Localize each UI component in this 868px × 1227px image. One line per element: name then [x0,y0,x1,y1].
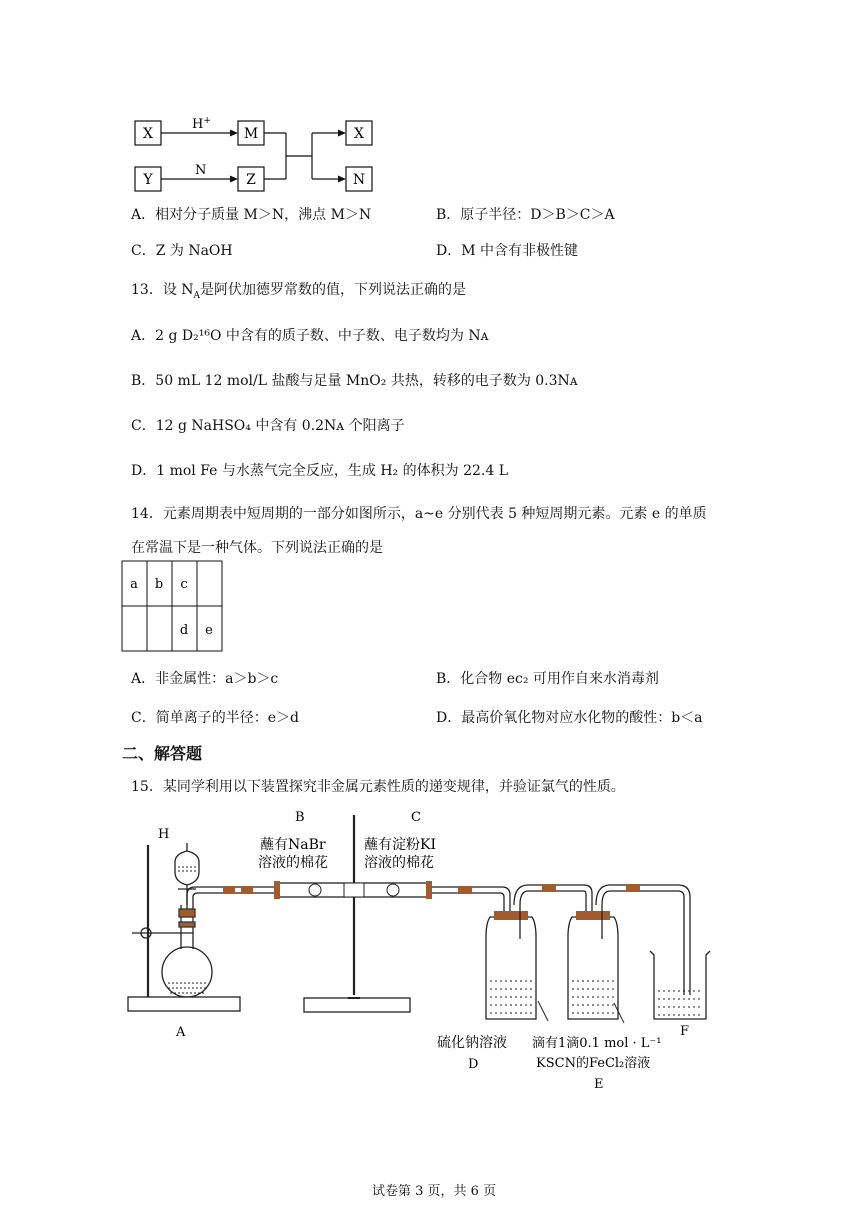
q14-option-b: B．化合物 ec₂ 可用作自来水消毒剂 [436,671,659,687]
q14-stem-line1: 14．元素周期表中短周期的一部分如图所示，a~e 分别代表 5 种短周期元素。元素 e 的单质 [131,506,707,522]
label-b: B [295,810,305,825]
section-title: 二、解答题 [122,744,203,763]
box-z: Z [246,172,256,188]
box-n: N [352,172,366,188]
label-c: C [411,810,421,825]
e-desc-1: 滴有1滴0.1 mol · L⁻¹ [532,1036,662,1051]
q13-stem: 13．设 $N_A$是阿伏加德罗常数的值，下列说法正确的是 [131,282,467,301]
periodic-table-fragment [120,560,226,656]
c-desc-1: 蘸有淀粉KI [364,837,436,853]
page-footer: 试卷第 3 页，共 6 页 [372,1184,497,1199]
flow-diagram [120,108,390,198]
box-x1: X [143,126,153,142]
d-desc: 硫化钠溶液 [437,1035,507,1051]
q14-option-c: C．简单离子的半径：e＞d [131,710,299,726]
q13-option-c: C．12 g NaHSO₄ 中含有 0.2Nᴀ 个阳离子 [131,418,405,434]
q14-stem-line2: 在常温下是一种气体。下列说法正确的是 [131,540,383,556]
box-y: Y [143,172,153,188]
q14-option-d: D．最高价氧化物对应水化物的酸性：b＜a [436,710,703,726]
label-e: E [594,1077,604,1092]
label-a: A [176,1025,186,1040]
arrow-top-label: H+ [192,116,211,132]
label-h: H [158,827,170,842]
q13-option-d: D．1 mol Fe 与水蒸气完全反应，生成 H₂ 的体积为 22.4 L [131,463,508,479]
b-desc-2: 溶液的棉花 [258,855,328,871]
label-f: F [680,1024,690,1039]
q12-option-a: A．相对分子质量 M＞N，沸点 M＞N [131,207,372,223]
cell-b: b [154,577,164,592]
arrow-bottom-label: N [195,163,207,178]
q12-option-c: C．Z 为 NaOH [131,243,233,259]
apparatus-diagram [118,805,718,1095]
q14-option-a: A．非金属性：a＞b＞c [131,671,279,687]
b-desc-1: 蘸有NaBr [260,837,326,853]
cell-c: c [180,577,188,592]
cell-d: d [179,623,189,638]
c-desc-2: 溶液的棉花 [364,855,434,871]
q12-option-d: D．M 中含有非极性键 [436,243,579,259]
box-m: M [243,126,259,142]
q15-stem: 15．某同学利用以下装置探究非金属元素性质的递变规律，并验证氯气的性质。 [131,779,625,795]
q13-option-a: A．2 g D₂¹⁶O 中含有的质子数、中子数、电子数均为 Nᴀ [131,328,489,344]
cell-e: e [205,623,213,638]
box-x2: X [354,126,364,142]
label-d: D [468,1057,479,1072]
cell-a: a [130,577,138,592]
e-desc-2: KSCN的FeCl₂溶液 [536,1056,651,1071]
q13-option-b: B．50 mL 12 mol/L 盐酸与足量 MnO₂ 共热，转移的电子数为 0.3Nᴀ [131,373,578,389]
q12-option-b: B．原子半径：D＞B＞C＞A [436,207,615,223]
